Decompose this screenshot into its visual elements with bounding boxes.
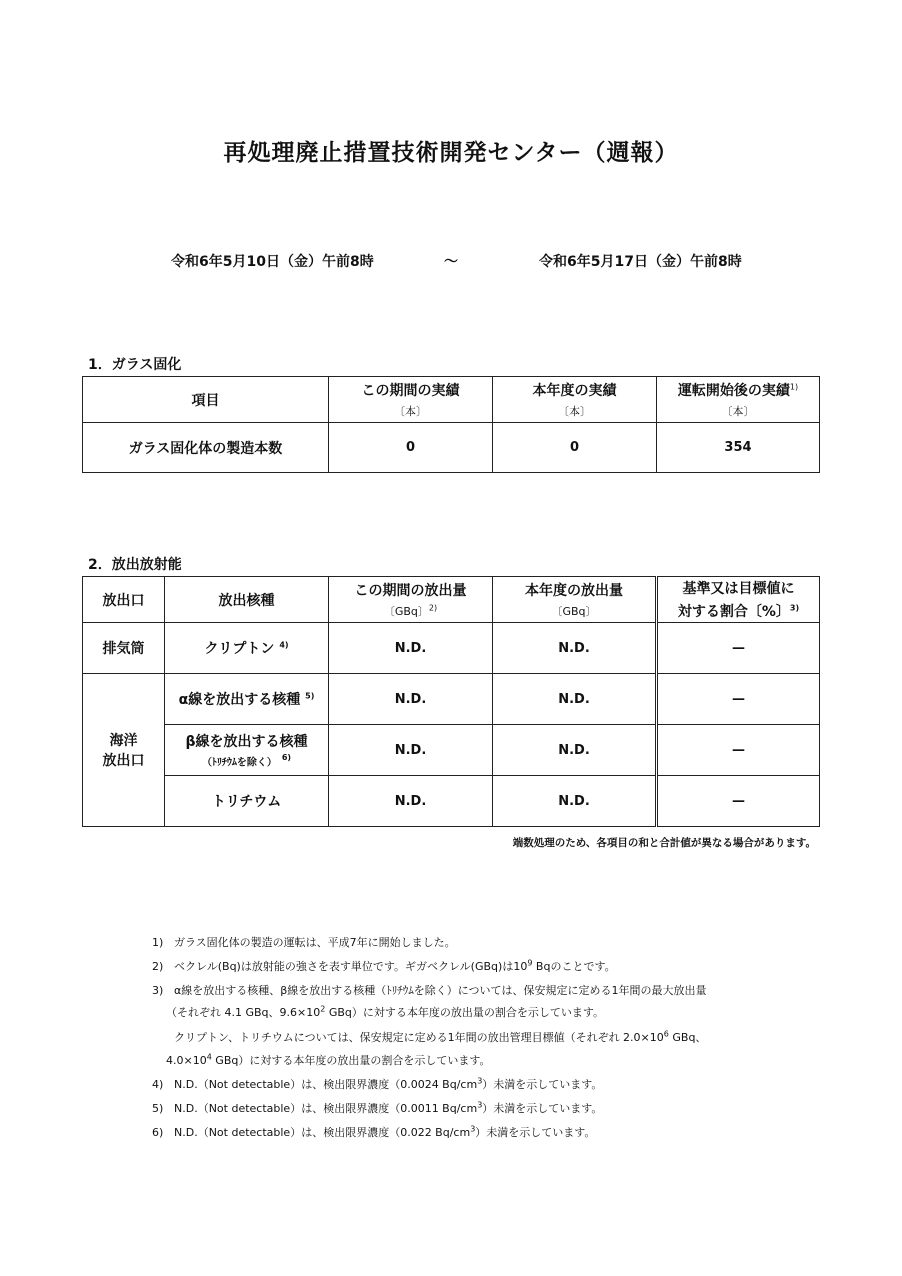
section2-heading: 2．放出放射能	[88, 557, 182, 573]
section1-heading: 1．ガラス固化	[88, 357, 182, 373]
header-since-start	[657, 377, 820, 423]
footnote-4	[152, 1076, 602, 1092]
header-ratio-line2: 対する割合〔%〕	[677, 604, 790, 620]
footnote-number: 2)	[152, 960, 164, 973]
footnote-number: 1)	[152, 936, 164, 949]
footnote-text: Bqのことです。	[532, 960, 616, 973]
nuclide-beta	[165, 725, 329, 776]
cell-ratio: —	[657, 674, 820, 725]
footnote-number: 6)	[152, 1126, 164, 1139]
header-unit: 〔本〕	[721, 405, 755, 418]
nuclide-tritium: トリチウム	[165, 776, 329, 827]
exponent: 2	[320, 1004, 326, 1014]
exponent: 3	[477, 1076, 483, 1086]
cell-this-period: N.D.	[329, 776, 493, 827]
footnote-ref: 2)	[428, 603, 438, 613]
cell-this-year: N.D.	[493, 776, 657, 827]
header-this-year-label: 本年度の実績	[532, 383, 617, 399]
header-ratio-line1: 基準又は目標値に	[682, 581, 795, 597]
footnote-ref: 5)	[305, 691, 315, 701]
cell-this-period: N.D.	[329, 674, 493, 725]
footnote-text: ベクレル(Bq)は放射能の強さを表す単位です。ギガベクレル(GBq)は10	[174, 960, 528, 973]
cell-this-year: N.D.	[493, 623, 657, 674]
radioactivity-table	[82, 576, 820, 827]
nuclide-label: β線を放出する核種	[185, 733, 308, 750]
footnote-text: ）未満を示しています。	[482, 1102, 603, 1115]
nuclide-alpha	[165, 674, 329, 725]
nuclide-sublabel: （ﾄﾘﾁｳﾑを除く）	[201, 757, 277, 769]
exponent: 3	[477, 1100, 483, 1110]
exponent: 3	[470, 1124, 476, 1134]
cell-ratio: —	[657, 776, 820, 827]
nuclide-label: α線を放出する核種	[178, 692, 301, 708]
cell-this-year: N.D.	[493, 725, 657, 776]
footnote-text: ）未満を示しています。	[482, 1078, 603, 1091]
cell-this-year: N.D.	[493, 674, 657, 725]
header-this-period-label: この期間の実績	[361, 383, 460, 399]
cell-this-year: 0	[493, 423, 657, 473]
nuclide-label: クリプトン	[204, 641, 275, 657]
exponent: 9	[527, 958, 533, 968]
footnote-ref: 3)	[789, 603, 800, 613]
footnote-ref: 4)	[279, 640, 289, 650]
footnote-text: GBq）に対する本年度の放出量の割合を示しています。	[325, 1006, 605, 1019]
footnote-text: （それぞれ 4.1 GBq、9.6×10	[166, 1006, 321, 1019]
row-label: ガラス固化体の製造本数	[83, 423, 329, 473]
cell-this-period: 0	[329, 423, 493, 473]
exponent: 6	[663, 1029, 669, 1039]
header-this-period-label: この期間の放出量	[354, 583, 467, 599]
period-separator: ～	[444, 254, 458, 270]
footnote-ref: 6)	[281, 752, 292, 762]
footnote-number: 3)	[152, 984, 164, 997]
exponent: 4	[206, 1052, 212, 1062]
footnote-number: 5)	[152, 1102, 164, 1115]
period-start: 令和6年5月10日（金）午前8時	[171, 254, 374, 270]
footnote-ref: 1)	[789, 382, 799, 392]
footnote-text: クリプトン、トリチウムについては、保安規定に定める1年間の放出管理目標値（それぞれ 2.0×10	[174, 1031, 664, 1044]
outlet-stack: 排気筒	[83, 623, 165, 674]
page-title: 再処理廃止措置技術開発センター（週報）	[223, 140, 679, 166]
footnote-text: ）未満を示しています。	[475, 1126, 596, 1139]
outlet-ocean	[83, 674, 165, 827]
footnote-2	[152, 958, 616, 974]
header-this-period	[329, 577, 493, 623]
header-this-year	[493, 377, 657, 423]
footnote-3-line2	[166, 1004, 604, 1020]
cell-ratio: —	[657, 725, 820, 776]
header-nuclide: 放出核種	[165, 577, 329, 623]
footnote-5	[152, 1100, 602, 1116]
footnote-text: N.D.（Not detectable）は、検出限界濃度（0.0011 Bq/cm	[174, 1102, 478, 1115]
footnote-text: N.D.（Not detectable）は、検出限界濃度（0.0024 Bq/cm	[174, 1078, 478, 1091]
footnote-6	[152, 1124, 595, 1140]
header-this-period	[329, 377, 493, 423]
footnote-text: α線を放出する核種、β線を放出する核種（ﾄﾘﾁｳﾑを除く）については、保安規定に定める1年間の最大放出量	[174, 984, 707, 997]
header-unit: 〔本〕	[558, 405, 591, 418]
footnote-3-line4	[166, 1052, 490, 1068]
header-since-start-label: 運転開始後の実績	[677, 383, 790, 399]
header-unit: 〔GBq〕	[383, 605, 429, 618]
footnote-text: GBq、	[668, 1031, 707, 1044]
footnote-text: ガラス固化体の製造の運転は、平成7年に開始しました。	[174, 936, 456, 949]
outlet-ocean-line2: 放出口	[102, 753, 145, 769]
footnote-3-line3	[174, 1029, 706, 1045]
header-this-year	[493, 577, 657, 623]
header-ratio	[657, 577, 820, 623]
footnote-3	[152, 982, 707, 998]
header-unit: 〔本〕	[394, 405, 427, 418]
footnote-text: 4.0×10	[166, 1054, 207, 1067]
header-outlet: 放出口	[83, 577, 165, 623]
rounding-note: 端数処理のため、各項目の和と合計値が異なる場合があります。	[512, 837, 816, 849]
outlet-ocean-line1: 海洋	[109, 733, 138, 749]
nuclide-krypton	[165, 623, 329, 674]
period-end: 令和6年5月17日（金）午前8時	[539, 254, 742, 270]
cell-this-period: N.D.	[329, 623, 493, 674]
vitrification-table	[82, 376, 820, 473]
cell-ratio: —	[657, 623, 820, 674]
footnote-text: GBq）に対する本年度の放出量の割合を示しています。	[211, 1054, 491, 1067]
cell-this-period: N.D.	[329, 725, 493, 776]
header-item: 項目	[83, 377, 329, 423]
footnote-number: 4)	[152, 1078, 164, 1091]
footnote-1	[152, 934, 456, 950]
cell-since-start: 354	[657, 423, 820, 473]
header-this-year-label: 本年度の放出量	[525, 583, 623, 599]
footnote-text: N.D.（Not detectable）は、検出限界濃度（0.022 Bq/cm	[174, 1126, 471, 1139]
header-unit: 〔GBq〕	[551, 605, 597, 618]
